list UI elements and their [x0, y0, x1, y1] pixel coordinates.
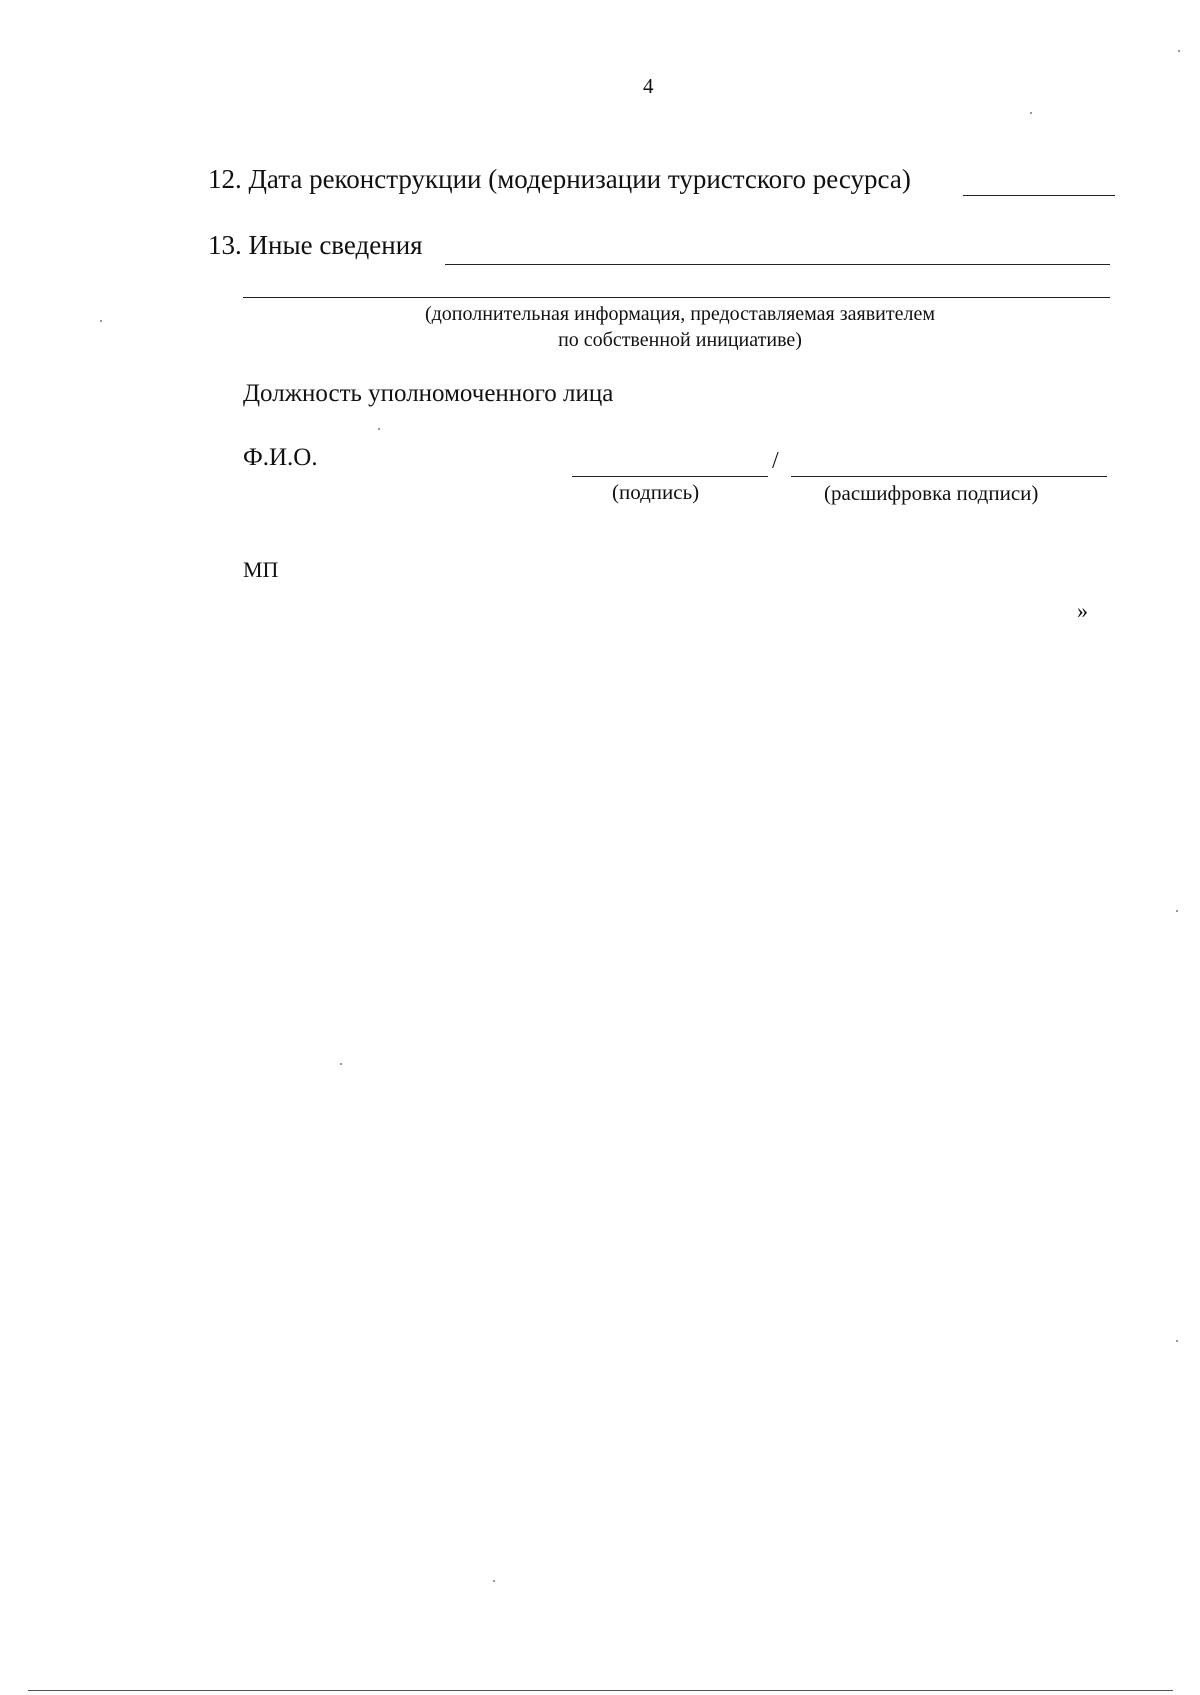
- authorized-person-position-label: Должность уполномоченного лица: [243, 380, 614, 407]
- item-13-note-line-2: по собственной инициативе): [558, 329, 802, 351]
- item-13-second-fill-line: [243, 297, 1110, 298]
- item-13-other-info: 13. Иные сведения: [208, 230, 423, 260]
- item-12-fill-line: [963, 195, 1115, 196]
- signature-decryption-caption: (расшифровка подписи): [824, 481, 1039, 505]
- item-13-fill-line: [445, 264, 1110, 265]
- closing-quote: »: [1077, 598, 1088, 623]
- item-12-reconstruction-date: 12. Дата реконструкции (модернизации туристского ресурса): [208, 164, 911, 194]
- scan-speck: [340, 1063, 342, 1065]
- scan-speck: [100, 320, 102, 322]
- scan-speck: [1178, 50, 1180, 52]
- page-bottom-edge: [28, 1690, 1173, 1691]
- stamp-place-label: МП: [243, 557, 279, 582]
- signature-caption: (подпись): [612, 480, 700, 504]
- scan-speck: [1176, 1340, 1178, 1342]
- scan-speck: [1030, 112, 1032, 114]
- page-number: 4: [643, 74, 654, 98]
- item-13-note-line-1: (дополнительная информация, предоставляемая заявителем: [424, 303, 936, 325]
- signature-separator: /: [772, 448, 779, 474]
- signature-line: [572, 476, 768, 477]
- scan-speck: [493, 1580, 495, 1582]
- scan-speck: [1176, 910, 1178, 912]
- scan-speck: [378, 428, 380, 430]
- signature-decryption-line: [791, 476, 1107, 477]
- full-name-label: Ф.И.О.: [243, 444, 318, 471]
